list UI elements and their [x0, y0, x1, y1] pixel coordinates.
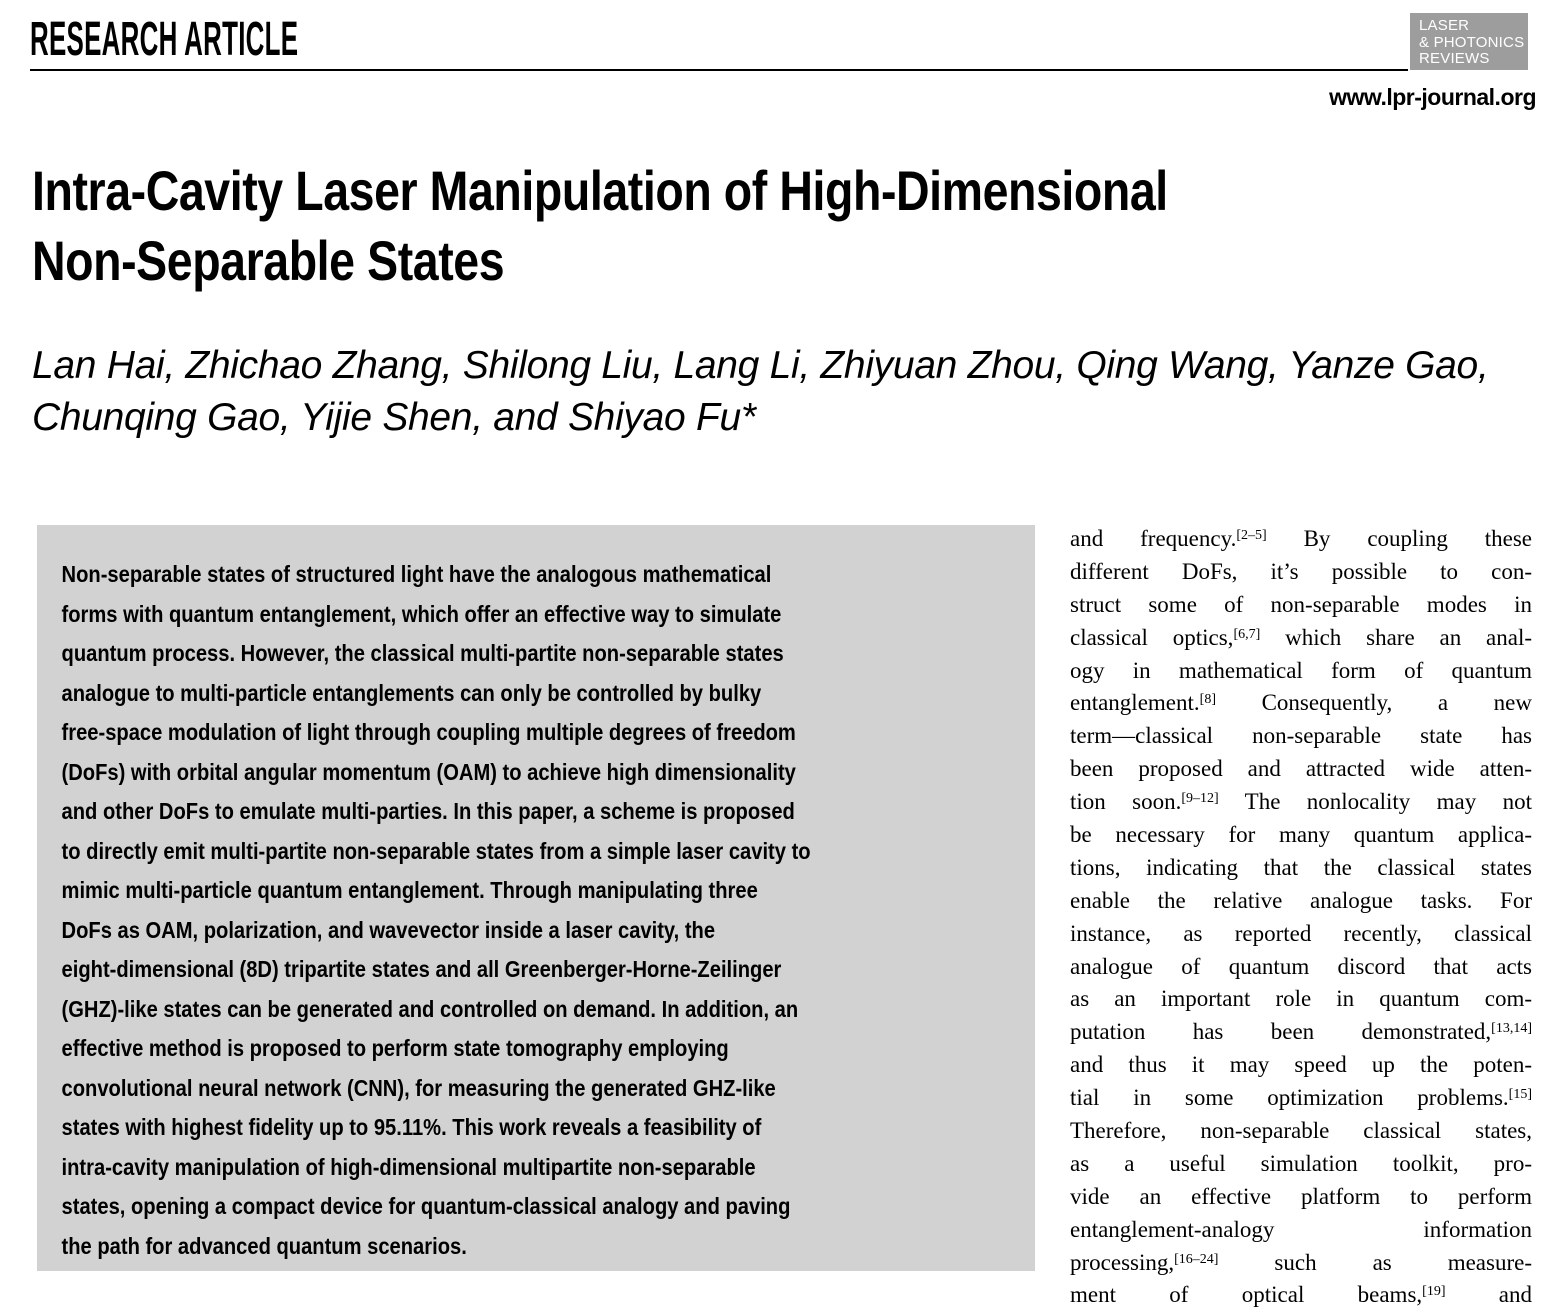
intro-text-segment: putation has been demonstrated, [1070, 1019, 1492, 1045]
abstract-line: intra-cavity manipulation of high-dimensional multipartite non-separable [61, 1153, 756, 1180]
intro-text-segment: be necessary for many quantum applica- [1070, 822, 1532, 848]
intro-text-segment: different DoFs, it’s possible to con- [1070, 558, 1532, 584]
intro-line [1070, 523, 1532, 556]
intro-text-segment: vide an effective platform to perform [1070, 1183, 1532, 1209]
intro-line [1070, 589, 1532, 622]
intro-column [1070, 523, 1532, 1308]
intro-line [1070, 786, 1532, 819]
author-line: Lan Hai, Zhichao Zhang, Shilong Liu, Lang Li, Zhiyuan Zhou, Qing Wang, Yanze Gao, [32, 344, 1489, 387]
title-line: Non-Separable States [32, 229, 505, 292]
reference-superscript: [19] [1422, 1284, 1446, 1300]
abstract-line: Non-separable states of structured light have the analogous mathematical [61, 561, 772, 587]
intro-line [1070, 556, 1532, 589]
author-list [32, 340, 1488, 444]
intro-text-segment: processing, [1070, 1249, 1175, 1275]
intro-line [1070, 622, 1532, 655]
intro-text-segment: ment of optical beams, [1070, 1282, 1423, 1308]
reference-superscript: [16–24] [1174, 1251, 1219, 1267]
intro-line [1070, 983, 1532, 1016]
intro-line [1070, 885, 1532, 918]
intro-line [1070, 1082, 1532, 1115]
reference-superscript: [13,14] [1491, 1021, 1532, 1037]
intro-text-segment: term—classical non-separable state has [1070, 723, 1532, 749]
abstract-line: free-space modulation of light through coupling multiple degrees of freedom [61, 719, 796, 745]
header-rule [30, 69, 1408, 71]
intro-text-segment: tions, indicating that the classical states [1070, 854, 1532, 880]
intro-line [1070, 1115, 1532, 1148]
abstract-line: states, opening a compact device for quantum-classical analogy and paving [61, 1193, 791, 1219]
reference-superscript: [8] [1199, 692, 1216, 708]
intro-text-segment: which share an anal- [1260, 624, 1532, 650]
intro-text-segment: The nonlocality may not [1218, 789, 1532, 815]
intro-line [1070, 1279, 1532, 1312]
intro-line [1070, 1049, 1532, 1082]
journal-url-link[interactable]: www.lpr-journal.org [1329, 84, 1536, 110]
intro-text-segment: such as measure- [1218, 1249, 1532, 1275]
abstract-line: quantum process. However, the classical multi-partite non-separable states [61, 640, 784, 666]
intro-line [1070, 852, 1532, 885]
abstract-line: to directly emit multi-partite non-separable states from a simple laser cavity to [61, 837, 811, 864]
abstract-line: states with highest fidelity up to 95.11%. This work reveals a feasibility of [61, 1114, 762, 1140]
intro-text-segment: classical optics, [1070, 624, 1234, 650]
abstract-line: convolutional neural network (CNN), for measuring the generated GHZ-like [61, 1074, 776, 1101]
intro-line [1070, 819, 1532, 852]
intro-text-segment: Consequently, a new [1215, 690, 1532, 716]
intro-text-segment: as a useful simulation toolkit, pro- [1070, 1150, 1532, 1176]
abstract-line: and other DoFs to emulate multi-parties. In this paper, a scheme is proposed [61, 798, 795, 824]
intro-text-segment: and [1445, 1282, 1532, 1308]
intro-text-segment: entanglement-analogy information [1070, 1216, 1532, 1242]
intro-line [1070, 1181, 1532, 1214]
abstract-line: effective method is proposed to perform state tomography employing [61, 1035, 729, 1061]
title-line: Intra-Cavity Laser Manipulation of High-Dimensional [32, 159, 1168, 222]
intro-text-segment: as an important role in quantum com- [1070, 986, 1532, 1012]
abstract-line: DoFs as OAM, polarization, and wavevector inside a laser cavity, the [61, 916, 716, 943]
intro-text-segment: entanglement. [1070, 690, 1200, 716]
journal-logo-line: & PHOTONICS [1419, 33, 1525, 51]
abstract-box [37, 525, 1035, 1271]
intro-text-segment: and thus it may speed up the poten- [1070, 1052, 1532, 1078]
reference-superscript: [6,7] [1233, 626, 1261, 642]
intro-line [1070, 951, 1532, 984]
intro-line [1070, 1214, 1532, 1247]
abstract-line: the path for advanced quantum scenarios. [61, 1232, 467, 1259]
journal-logo-line: REVIEWS [1419, 50, 1490, 67]
intro-text-segment: By coupling these [1266, 526, 1532, 551]
intro-text-segment: Therefore, non-separable classical states, [1070, 1118, 1532, 1144]
journal-logo-line: LASER [1419, 17, 1470, 34]
intro-line [1070, 918, 1532, 951]
intro-text-segment: tion soon. [1070, 789, 1182, 815]
intro-text-segment: tial in some optimization problems. [1070, 1085, 1509, 1111]
abstract-line: eight-dimensional (8D) tripartite states and all Greenberger-Horne-Zeilinger [61, 956, 782, 982]
intro-line [1070, 753, 1532, 786]
reference-superscript: [9–12] [1181, 791, 1219, 807]
abstract-line: (GHZ)-like states can be generated and controlled on demand. In addition, an [61, 995, 799, 1022]
abstract-line: (DoFs) with orbital angular momentum (OAM) to achieve high dimensionality [61, 758, 796, 785]
abstract-line: forms with quantum entanglement, which offer an effective way to simulate [61, 600, 782, 627]
intro-text-segment: and frequency. [1070, 526, 1237, 551]
abstract-line: analogue to multi-particle entanglements can only be controlled by bulky [61, 679, 762, 706]
article-type-label: RESEARCH ARTICLE [30, 13, 299, 66]
intro-text-segment: struct some of non-separable modes in [1070, 591, 1532, 617]
journal-logo [1410, 13, 1528, 70]
abstract-line: mimic multi-particle quantum entanglement. Through manipulating three [61, 877, 758, 903]
intro-text-segment: ogy in mathematical form of quantum [1070, 657, 1532, 683]
reference-superscript: [2–5] [1236, 528, 1267, 543]
intro-text-segment: enable the relative analogue tasks. For [1070, 887, 1532, 913]
intro-line [1070, 1247, 1532, 1280]
intro-line [1070, 687, 1532, 720]
intro-line [1070, 1016, 1532, 1049]
intro-line [1070, 655, 1532, 688]
intro-text-segment: analogue of quantum discord that acts [1070, 953, 1532, 979]
intro-line [1070, 720, 1532, 753]
reference-superscript: [15] [1508, 1087, 1532, 1103]
abstract-text [37, 525, 1008, 1266]
intro-text-segment: been proposed and attracted wide atten- [1070, 756, 1532, 782]
intro-line [1070, 1148, 1532, 1181]
intro-text-segment: instance, as reported recently, classical [1070, 920, 1532, 946]
author-line: Chunqing Gao, Yijie Shen, and Shiyao Fu* [32, 396, 756, 439]
paper-title [32, 156, 1168, 296]
